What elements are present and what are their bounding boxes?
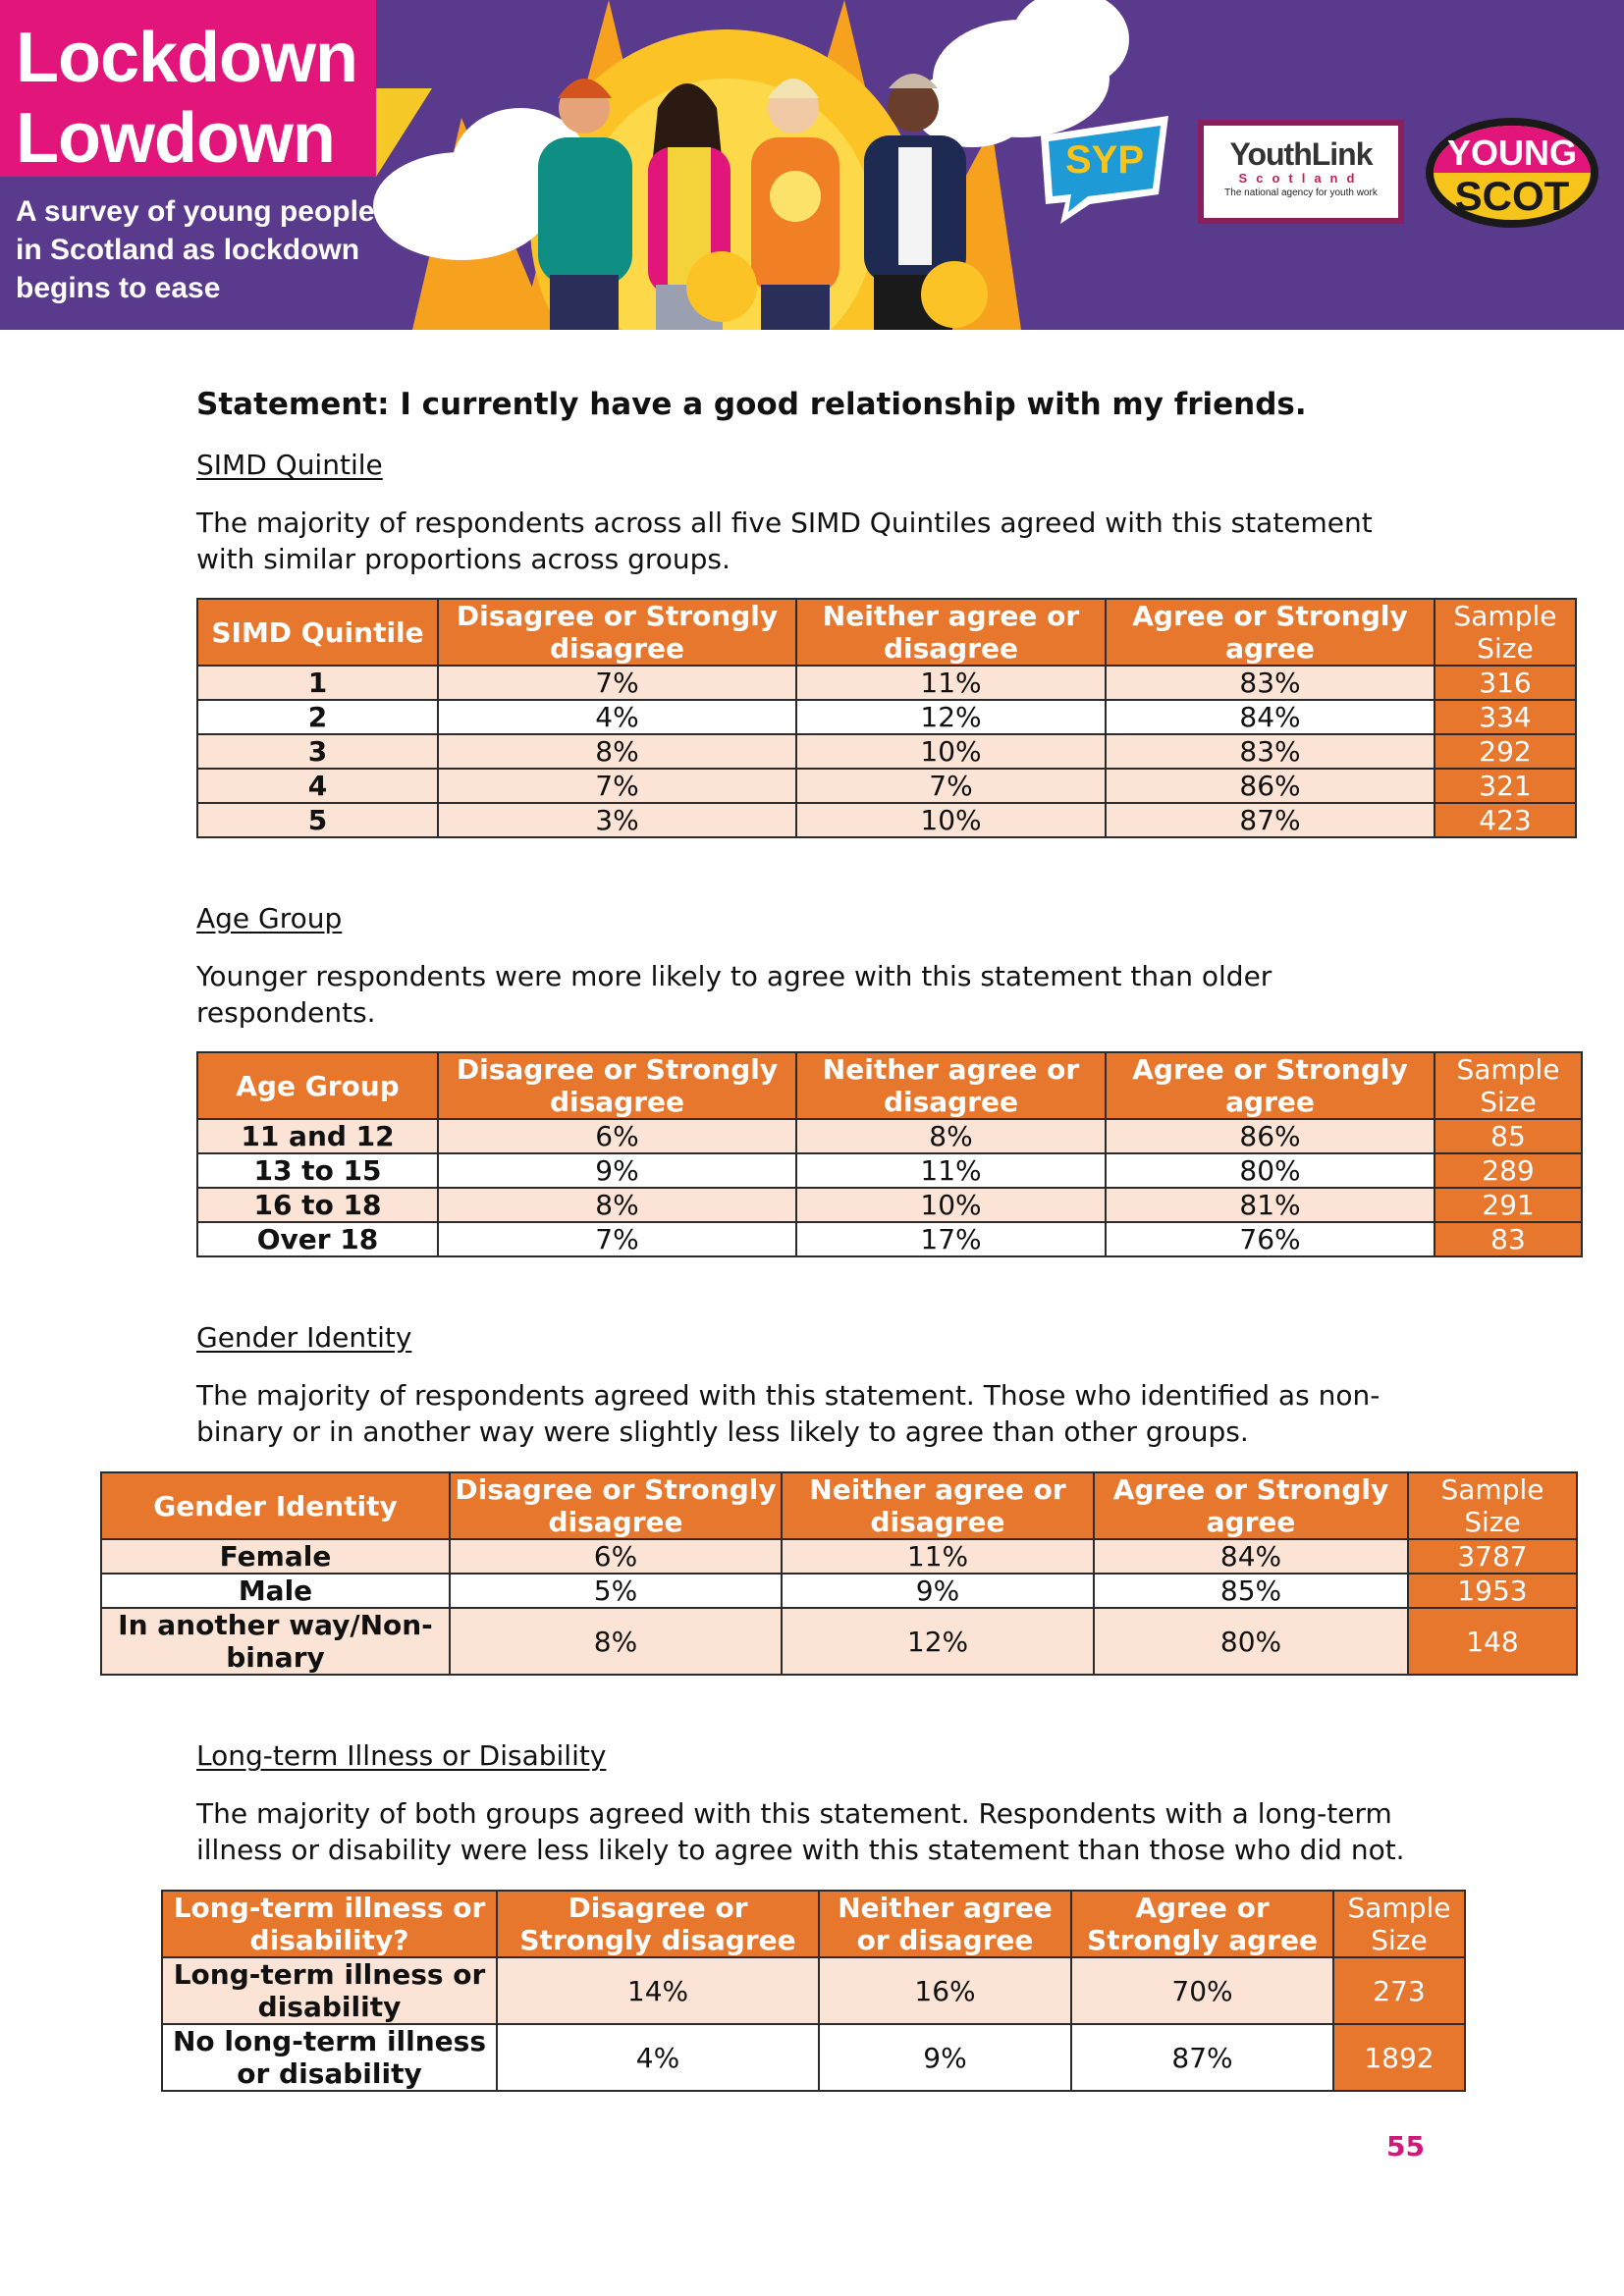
simd-paragraph: The majority of respondents across all five SIMD Quintiles agreed with this statement with similar proportions across groups. [196,507,1373,575]
table-header: Disagree or Strongly disagree [497,1891,819,1957]
simd-table [196,598,1577,838]
table-header: Sample Size [1408,1472,1577,1539]
table-row [197,1222,1582,1256]
banner-subtitle: A survey of young people in Scotland as lockdown begins to ease [16,195,375,304]
table-cell: 289 [1435,1153,1582,1188]
table-cell: 11% [782,1539,1094,1574]
table-cell: 14% [497,1957,819,2024]
table-cell: 9% [819,2024,1071,2091]
table-header: Long-term illness or disability? [162,1891,497,1957]
table-cell: 1953 [1408,1574,1577,1608]
table-cell: 83 [1435,1222,1582,1256]
table-cell: 9% [782,1574,1094,1608]
table-header: Neither agree or disagree [796,1052,1106,1119]
youthlink-tagline: The national agency for youth work [1224,187,1378,198]
table-cell: 12% [782,1608,1094,1675]
table-header: Agree or Strongly agree [1106,599,1435,666]
table-cell: 85% [1094,1574,1408,1608]
table-cell: 83% [1106,666,1435,700]
table-cell: 86% [1106,1119,1435,1153]
table-cell: 8% [438,1188,796,1222]
table-row [101,1539,1577,1574]
table-cell: Over 18 [197,1222,438,1256]
table-header: Sample Size [1333,1891,1465,1957]
youngscot-line1: YOUNG [1446,133,1578,173]
syp-logo-text: SYP [1064,138,1145,182]
table-header-row [197,1052,1582,1119]
table-cell: 11% [796,1153,1106,1188]
table-cell: 273 [1333,1957,1465,2024]
table-row [197,1119,1582,1153]
table-cell: 7% [438,1222,796,1256]
banner-title-block [0,0,376,177]
table-cell: 81% [1106,1188,1435,1222]
table-cell: Female [101,1539,450,1574]
table-cell: 17% [796,1222,1106,1256]
table-cell: 8% [796,1119,1106,1153]
table-row [197,803,1576,837]
table-row [101,1574,1577,1608]
table-cell: 7% [796,769,1106,803]
table-header: Agree or Strongly agree [1071,1891,1333,1957]
table-cell: 10% [796,734,1106,769]
table-cell: 16 to 18 [197,1188,438,1222]
table-cell: 1 [197,666,438,700]
table-cell: 7% [438,666,796,700]
table-row [162,2024,1465,2091]
table-header: Gender Identity [101,1472,450,1539]
table-row [197,666,1576,700]
table-cell: 5% [450,1574,782,1608]
table-cell: 3 [197,734,438,769]
table-header: Agree or Strongly agree [1106,1052,1435,1119]
illness-paragraph: The majority of both groups agreed with this statement. Respondents with a long-term illness or disability were less likely to agree with this statement than those who did not. [196,1797,1405,1866]
table-row [197,1188,1582,1222]
table-cell: 10% [796,803,1106,837]
table-row [101,1608,1577,1675]
table-cell: 16% [819,1957,1071,2024]
table-cell: 70% [1071,1957,1333,2024]
table-header: Age Group [197,1052,438,1119]
table-cell: 6% [450,1539,782,1574]
table-cell: 4% [438,700,796,734]
table-cell: 84% [1094,1539,1408,1574]
table-cell: 8% [450,1608,782,1675]
table-cell: 80% [1094,1608,1408,1675]
table-cell: In another way/Non-binary [101,1608,450,1675]
table-header-row [162,1891,1465,1957]
table-header: Disagree or Strongly disagree [450,1472,782,1539]
table-cell: 10% [796,1188,1106,1222]
table-header: SIMD Quintile [197,599,438,666]
table-cell: 3787 [1408,1539,1577,1574]
age-paragraph: Younger respondents were more likely to agree with this statement than older respondents. [196,960,1272,1029]
table-cell: 11% [796,666,1106,700]
table-header-row [197,599,1576,666]
table-cell: 4 [197,769,438,803]
banner-title-line1: Lockdown [16,19,357,97]
header-banner [0,0,1624,330]
table-cell: 76% [1106,1222,1435,1256]
table-cell: 334 [1435,700,1576,734]
table-cell: 12% [796,700,1106,734]
table-cell: 11 and 12 [197,1119,438,1153]
page-number: 55 [1386,2130,1425,2163]
table-header: Disagree or Strongly disagree [438,1052,796,1119]
gender-table [100,1471,1578,1676]
table-cell: 6% [438,1119,796,1153]
table-header: Neither agree or disagree [819,1891,1071,1957]
gender-heading: Gender Identity [196,1321,412,1354]
statement-heading: Statement: I currently have a good relationship with my friends. [196,387,1307,422]
table-cell: 1892 [1333,2024,1465,2091]
table-cell: 87% [1106,803,1435,837]
table-row [197,734,1576,769]
table-cell: 84% [1106,700,1435,734]
age-heading: Age Group [196,902,343,934]
age-table [196,1051,1583,1257]
youthlink-logo [1198,120,1404,224]
table-cell: 4% [497,2024,819,2091]
table-cell: 80% [1106,1153,1435,1188]
table-cell: 9% [438,1153,796,1188]
youngscot-line2: SCOT [1454,173,1570,219]
table-cell: 13 to 15 [197,1153,438,1188]
table-header: Neither agree or disagree [782,1472,1094,1539]
table-cell: 423 [1435,803,1576,837]
table-cell: 86% [1106,769,1435,803]
banner-title [16,18,379,179]
table-row [197,700,1576,734]
youngscot-logo [1424,116,1600,230]
simd-heading: SIMD Quintile [196,449,383,481]
illness-heading: Long-term Illness or Disability [196,1739,607,1772]
table-row [162,1957,1465,2024]
syp-logo [1031,116,1178,224]
gender-paragraph: The majority of respondents agreed with this statement. Those who identified as non-binary or in another way were slightly less likely to agree than other groups. [196,1379,1380,1448]
illness-table [161,1890,1466,2092]
table-cell: 5 [197,803,438,837]
table-header: Neither agree or disagree [796,599,1106,666]
table-cell: Long-term illness or disability [162,1957,497,2024]
table-cell: 316 [1435,666,1576,700]
table-cell: 87% [1071,2024,1333,2091]
table-header: Sample Size [1435,1052,1582,1119]
table-cell: 2 [197,700,438,734]
table-header-row [101,1472,1577,1539]
table-header: Agree or Strongly agree [1094,1472,1408,1539]
table-header: Sample Size [1435,599,1576,666]
table-row [197,1153,1582,1188]
table-cell: 321 [1435,769,1576,803]
table-cell: 7% [438,769,796,803]
table-cell: 8% [438,734,796,769]
youthlink-sub: Scotland [1238,171,1364,186]
table-cell: 148 [1408,1608,1577,1675]
table-cell: 85 [1435,1119,1582,1153]
table-cell: Male [101,1574,450,1608]
youthlink-name: YouthLink [1229,136,1373,172]
table-cell: 292 [1435,734,1576,769]
table-row [197,769,1576,803]
table-cell: No long-term illness or disability [162,2024,497,2091]
table-header: Disagree or Strongly disagree [438,599,796,666]
banner-title-line2: Lowdown [16,99,335,178]
table-cell: 83% [1106,734,1435,769]
table-cell: 291 [1435,1188,1582,1222]
table-cell: 3% [438,803,796,837]
